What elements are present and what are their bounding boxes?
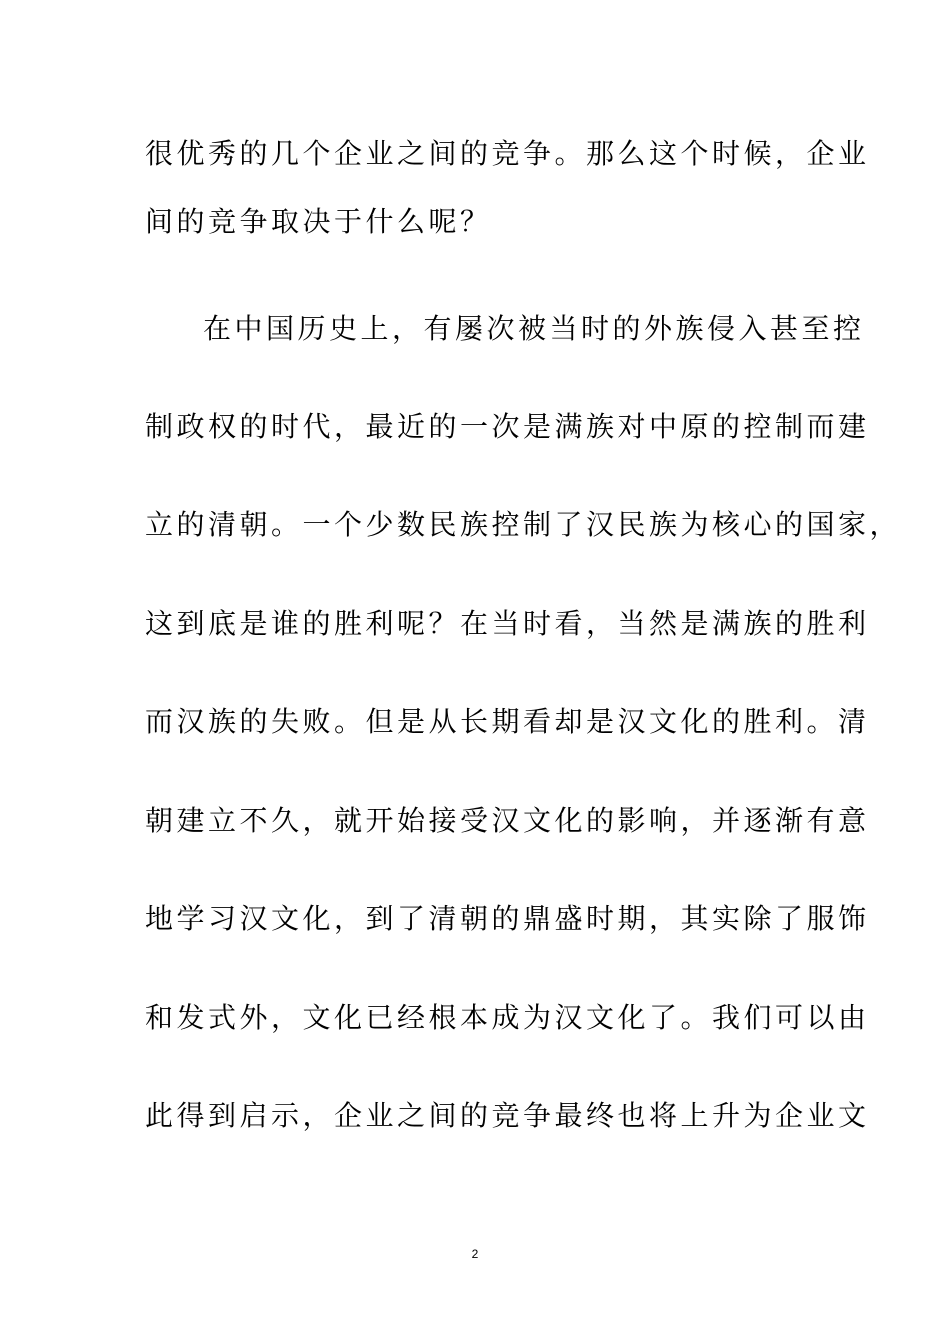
paragraph-first-line: 在中国历史上，有屡次被当时的外族侵入甚至控 xyxy=(203,312,865,345)
text-line: 制政权的时代，最近的一次是满族对中原的控制而建 xyxy=(145,410,870,443)
text-line: 此得到启示，企业之间的竞争最终也将上升为企业文 xyxy=(145,1099,870,1132)
text-line: 而汉族的失败。但是从长期看却是汉文化的胜利。清 xyxy=(145,705,870,738)
text-line: 立的清朝。一个少数民族控制了汉民族为核心的国家， xyxy=(145,508,902,541)
text-line: 很优秀的几个企业之间的竞争。那么这个时候，企业 xyxy=(145,137,870,170)
text-line: 地学习汉文化，到了清朝的鼎盛时期，其实除了服饰 xyxy=(145,902,870,935)
text-line: 朝建立不久，就开始接受汉文化的影响，并逐渐有意 xyxy=(145,804,870,837)
text-line: 间的竞争取决于什么呢？ xyxy=(145,205,492,238)
page-number: 2 xyxy=(471,1247,479,1261)
text-line: 和发式外，文化已经根本成为汉文化了。我们可以由 xyxy=(145,1001,870,1034)
text-line: 这到底是谁的胜利呢？在当时看，当然是满族的胜利 xyxy=(145,607,870,640)
